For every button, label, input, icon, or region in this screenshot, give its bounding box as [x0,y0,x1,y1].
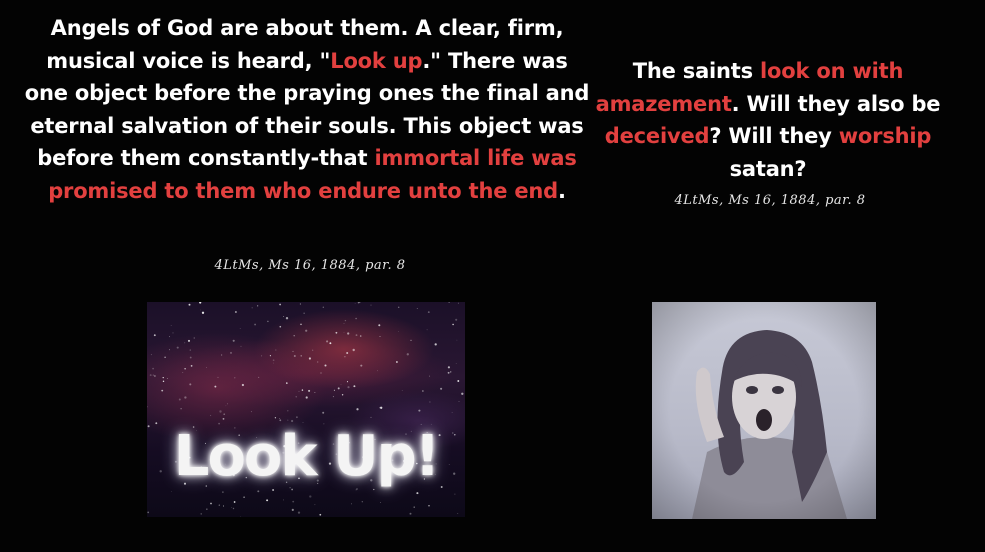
star [240,516,241,517]
left-quote-text-2: ." There was one object before the praying ones the final and eternal salvation of their souls. This object was before them constantly-that [24,48,590,170]
star [163,381,164,382]
star [161,390,163,392]
right-quote-text-2: . Will they also be [731,91,941,116]
star [147,512,149,514]
star [252,308,253,309]
star [294,355,296,357]
star [283,316,284,317]
star [219,410,221,412]
star [279,304,281,306]
star [351,504,352,505]
star [163,377,164,378]
star [458,303,459,304]
star [347,386,349,388]
star [296,416,298,418]
star [266,499,268,501]
star [338,387,340,389]
star [334,390,335,391]
star [235,311,237,313]
star [448,372,450,374]
star [440,388,442,390]
right-quote [588,55,948,185]
right-quote-text-1: The saints [632,59,761,83]
star [362,501,363,502]
star [319,514,321,516]
star [293,335,294,336]
star [188,340,190,342]
star [326,340,328,342]
star [152,368,154,370]
star [380,502,381,503]
star [275,349,276,350]
star [272,489,274,491]
star [154,375,156,377]
star [457,513,458,514]
star [154,334,156,336]
star [147,406,148,407]
star [435,343,437,345]
star [223,413,225,415]
star [226,405,227,406]
star [398,307,399,308]
star [292,509,294,511]
left-quote-text-1: Angels of God are about them. A clear, firm, musical voice is heard, " [46,16,564,73]
look-up-caption: Look Up! [173,424,439,489]
star [346,352,348,354]
star [428,311,430,313]
star [402,390,403,391]
star [427,329,428,330]
star [286,317,288,319]
star [323,307,324,308]
star [359,302,360,303]
star [267,321,269,323]
star [164,356,166,358]
right-quote-text-3: ? Will they [709,124,839,148]
star [194,337,195,338]
star [169,336,170,337]
star [288,411,289,412]
star [201,513,202,514]
amazed-face-illustration [652,302,876,519]
star [378,324,380,326]
star [452,412,453,413]
amazed-person-image [652,302,876,519]
star [454,494,455,495]
star [279,326,281,328]
star [418,410,420,412]
star [169,349,170,350]
star [223,505,224,506]
left-quote-highlight-look-up: Look up [330,48,423,73]
star [373,489,374,490]
star [457,380,459,382]
star [355,303,356,304]
star [230,352,232,354]
star [273,359,275,361]
star [241,346,242,347]
star [300,324,301,325]
star [221,354,222,355]
star [371,417,372,418]
left-quote-text-3: . [558,178,566,203]
star [180,408,181,409]
star [344,332,345,333]
star [202,312,204,314]
star [360,365,362,367]
star [234,377,235,378]
star [345,320,346,321]
star [200,310,201,311]
star [302,389,303,390]
left-citation: 4LtMs, Ms 16, 1884, par. 8 [214,258,406,273]
star [279,419,281,421]
star [227,404,228,405]
star [456,363,457,364]
star [422,390,423,391]
star [312,350,313,351]
star [324,364,326,366]
star [273,363,274,364]
star [150,374,152,376]
star [233,340,235,342]
star [184,342,185,343]
star [356,334,358,336]
star [167,378,168,379]
star [448,366,450,368]
star [452,324,453,325]
star [258,377,259,378]
star [301,355,302,356]
star [234,501,236,503]
star [417,308,418,309]
star [317,361,318,362]
star [257,305,258,306]
star [344,356,345,357]
star [407,353,409,355]
star [358,302,359,303]
star [355,318,357,320]
star [321,373,322,374]
star [171,491,172,492]
star [184,396,186,398]
star [214,386,216,388]
star [380,407,382,409]
left-quote-highlight-immortal-life: immortal life was promised to them who endure unto the end [48,146,577,203]
right-citation: 4LtMs, Ms 16, 1884, par. 8 [674,193,866,208]
star [341,384,342,385]
star [171,325,172,326]
star [206,509,207,510]
star [182,372,183,373]
star [191,365,193,367]
star [396,361,398,363]
star [261,355,262,356]
star [189,304,191,306]
left-quote [22,12,592,207]
star [173,332,174,333]
star [315,504,316,505]
star [279,418,280,419]
star [222,491,223,492]
star [416,492,418,494]
star [428,505,429,506]
right-quote-highlight-amazement: look on with amazement [595,59,904,116]
star [233,508,234,509]
star [303,422,304,423]
star [223,418,225,420]
star [450,371,451,372]
star [288,420,289,421]
star [329,342,331,344]
star [449,302,450,303]
star [308,390,310,392]
star [199,302,201,304]
star [455,319,457,321]
star [151,354,152,355]
star [459,401,460,402]
star [153,375,154,376]
star [314,392,315,393]
star [190,357,192,359]
star [398,331,399,332]
star [270,355,271,356]
star [283,499,284,500]
star [356,489,357,490]
star [190,349,191,350]
star [356,408,358,410]
star [286,382,288,384]
star [298,511,300,513]
star [299,391,300,392]
star [275,417,276,418]
star [189,383,191,385]
star [333,396,334,397]
right-quote-highlight-worship: worship [838,124,932,148]
star [231,507,232,508]
right-quote-highlight-deceived: deceived [604,124,710,148]
star [242,384,244,386]
star [377,370,378,371]
star [347,332,349,334]
star [380,336,381,337]
star [292,501,294,503]
star [300,304,301,305]
star [347,381,348,382]
star [353,385,355,387]
star [293,351,294,352]
star [360,335,362,337]
star [309,495,311,497]
star [210,415,211,416]
star [353,349,355,351]
star [461,393,463,395]
star [219,504,220,505]
star [210,503,212,505]
star [410,513,412,515]
star [414,506,415,507]
star [296,396,297,397]
star [240,328,241,329]
star [218,377,219,378]
star [177,347,179,349]
star [243,496,245,498]
star [179,399,181,401]
star [456,340,457,341]
look-up-space-image [147,302,465,517]
star [305,330,307,332]
star [410,340,411,341]
star [254,324,256,326]
star [344,323,345,324]
star [309,357,311,359]
star [291,420,293,422]
star [335,332,337,334]
star [322,412,324,414]
star [251,411,252,412]
star [206,367,207,368]
star [184,368,185,369]
star [257,490,259,492]
star [306,396,308,398]
star [429,401,430,402]
star [342,394,343,395]
star [371,305,372,306]
right-quote-text-4: satan? [729,156,807,181]
star [429,376,430,377]
star [304,313,305,314]
